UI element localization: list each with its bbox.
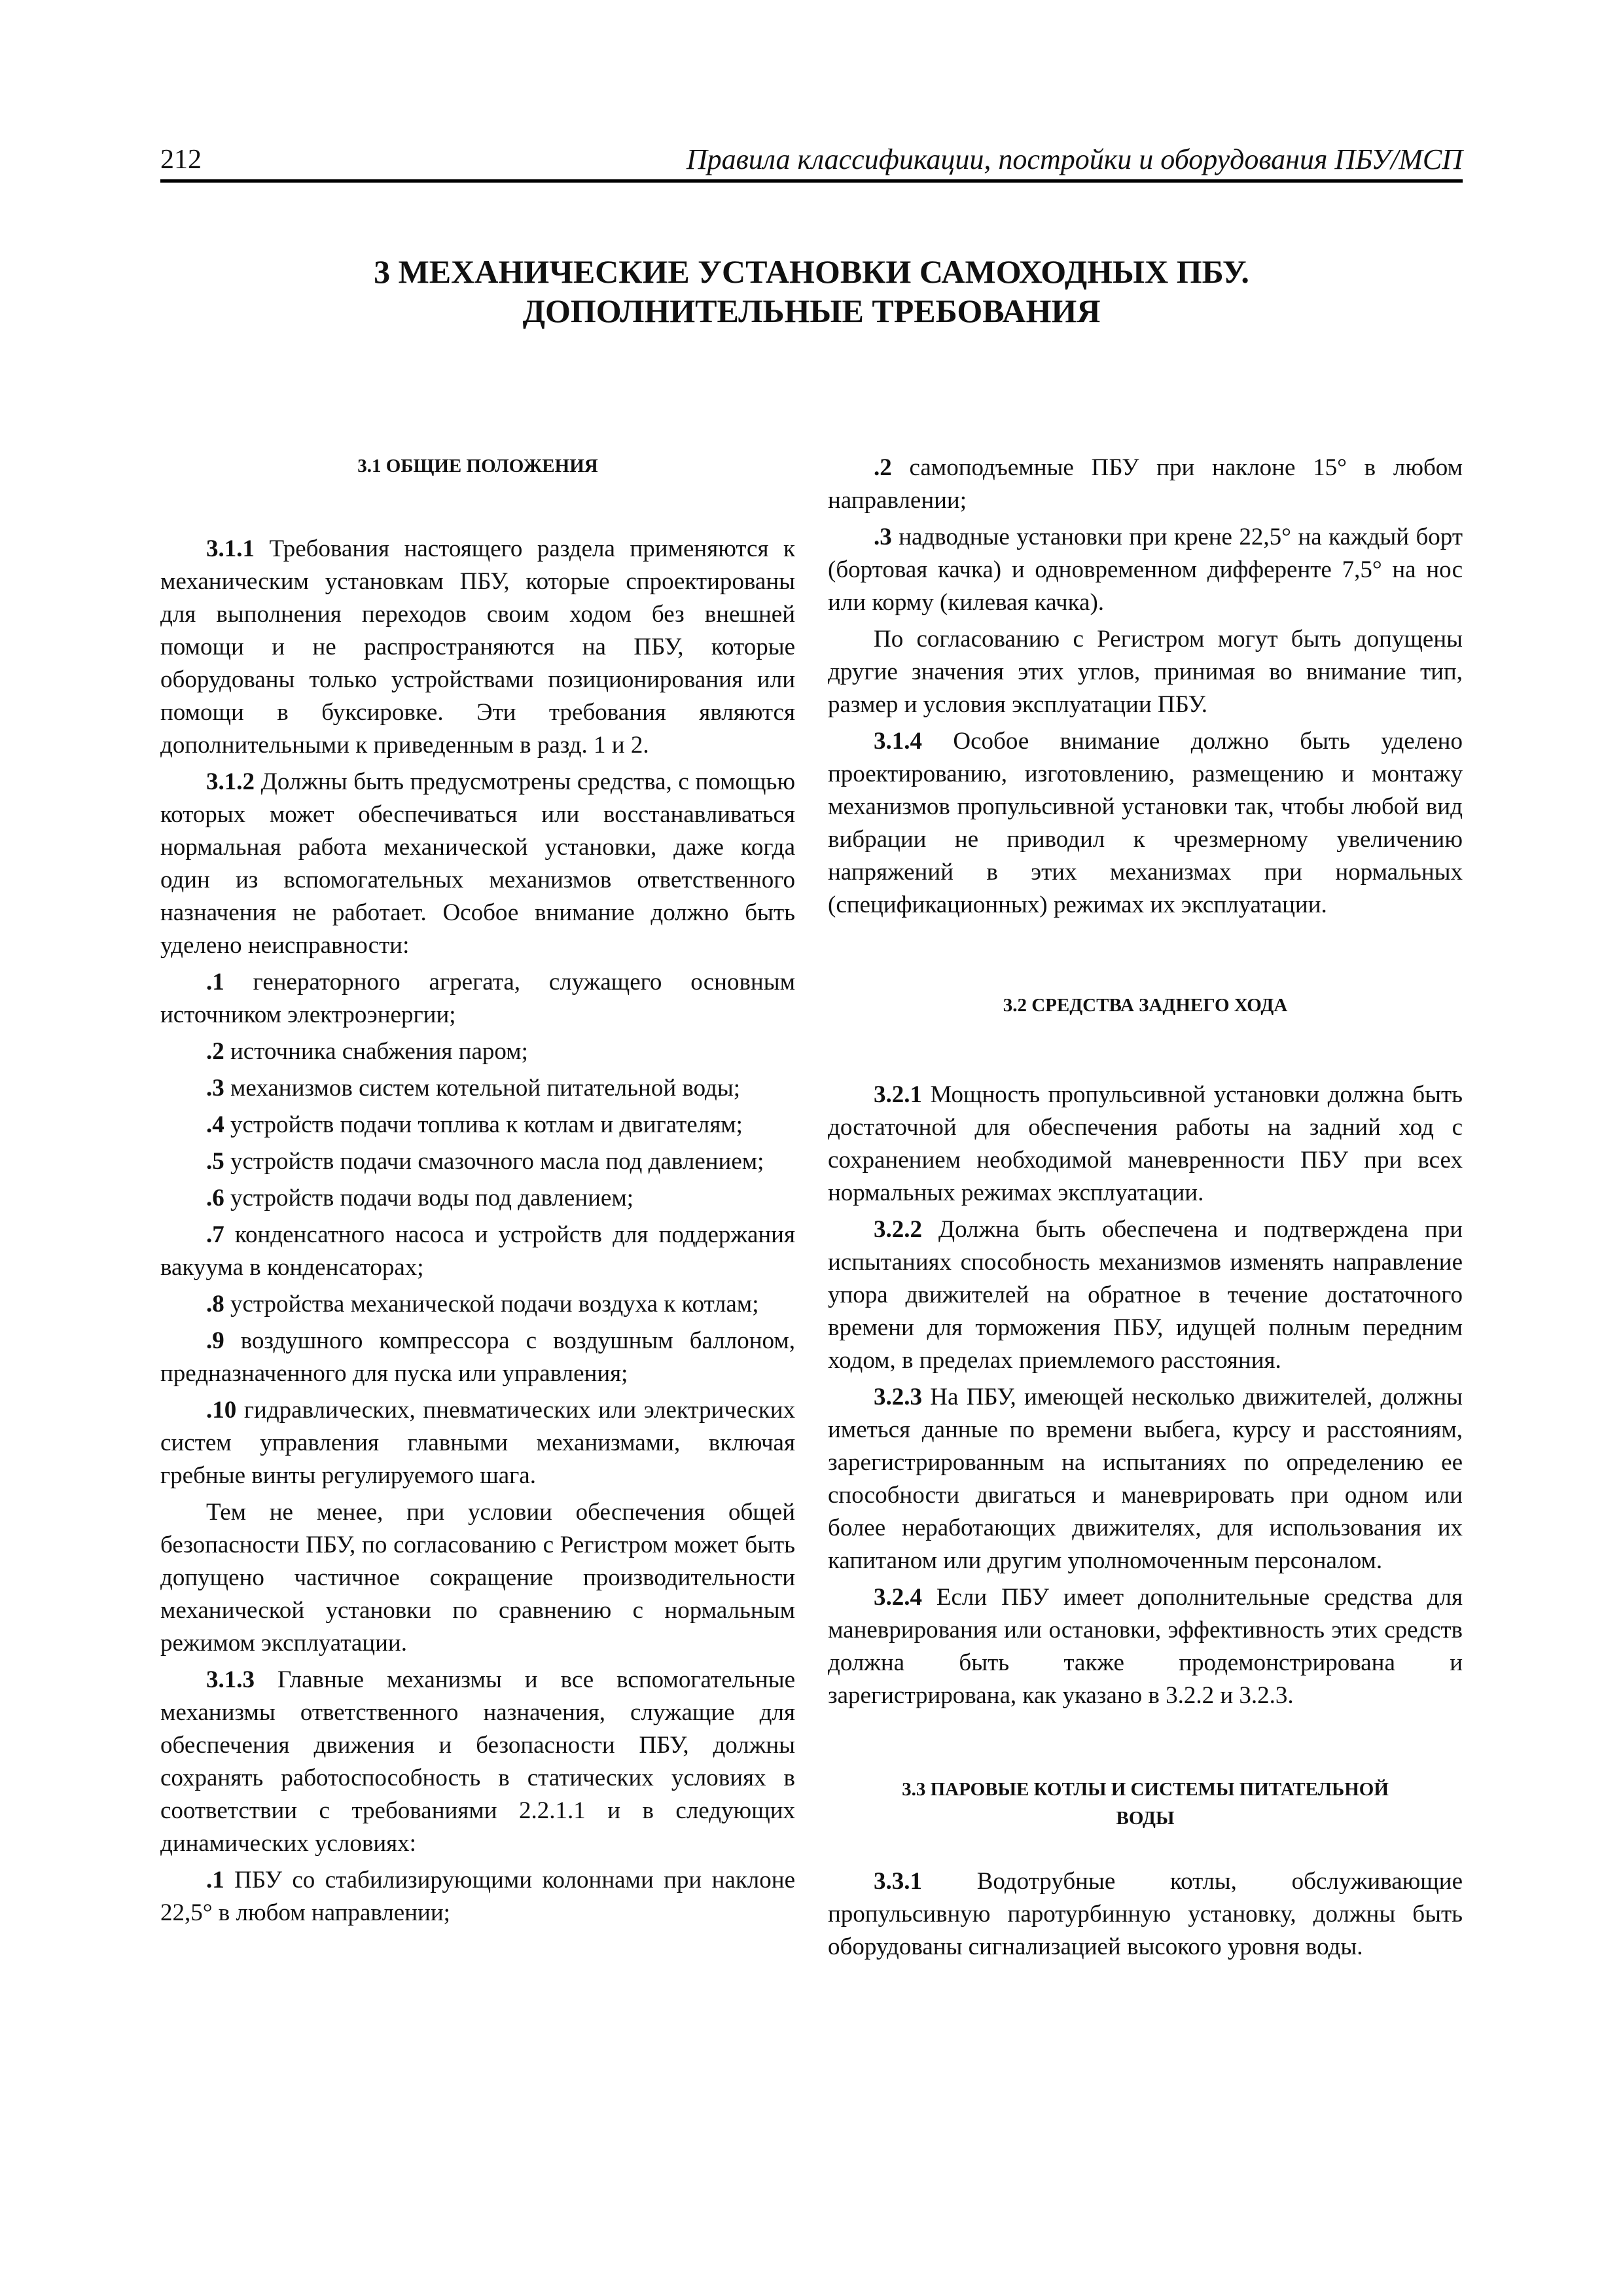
list-item xyxy=(160,1219,795,1284)
paragraph-text: Водотрубные котлы, обслуживающие пропульсивную паротурбинную установку, должны быть оборудованы сигнализацией высокого уровня воды. xyxy=(828,1868,1463,1960)
item-text: устройств подачи топлива к котлам и двигателям; xyxy=(224,1111,743,1138)
item-number: .1 xyxy=(206,1867,224,1893)
item-number: .5 xyxy=(206,1148,224,1175)
item-text: самоподъемные ПБУ при наклоне 15° в любом направлении; xyxy=(828,454,1463,514)
paragraph-3-1-3 xyxy=(160,1664,795,1860)
item-number: .1 xyxy=(206,969,224,996)
left-column xyxy=(160,452,795,1933)
chapter-title-line-2: ДОПОЛНИТЕЛЬНЫЕ ТРЕБОВАНИЯ xyxy=(522,293,1101,329)
clause-number: 3.2.4 xyxy=(874,1584,922,1611)
paragraph-3-2-3 xyxy=(828,1381,1463,1577)
running-title: Правила классификации, постройки и оборудования ПБУ/МСП xyxy=(686,143,1463,175)
paragraph-text: Особое внимание должно быть уделено проектированию, изготовлению, размещению и монтажу механизмов пропульсивной установки так, чтобы любой вид вибрации не приводил к чрезмерному увеличению напряжений в этих механизмах при нормальных (спецификационных) режимах их эксплуатации. xyxy=(828,728,1463,918)
item-text: гидравлических, пневматических или электрических систем управления главными механизмами, включая гребные винты регулируемого шага. xyxy=(160,1397,795,1489)
paragraph-text: Требования настоящего раздела применяются к механическим установкам ПБУ, которые спроектированы для выполнения переходов своим ходом без внешней помощи и не распространяются на ПБУ, которые оборудованы только устройствами позиционирования или помощи в буксировке. Эти требования являются дополнительными к приведенным в разд. 1 и 2. xyxy=(160,535,795,759)
paragraph-3-1-4 xyxy=(828,725,1463,922)
paragraph-3-3-1 xyxy=(828,1865,1463,1964)
item-number: .9 xyxy=(206,1327,224,1354)
paragraph-3-2-4 xyxy=(828,1581,1463,1712)
clause-number: 3.1.2 xyxy=(206,768,255,795)
item-text: воздушного компрессора с воздушным баллоном, предназначенного для пуска или управления; xyxy=(160,1327,795,1387)
item-text: источника снабжения паром; xyxy=(224,1038,528,1065)
item-text: надводные установки при крене 22,5° на каждый борт (бортовая качка) и одновременном дифференте 7,5° на нос или корму (килевая качка). xyxy=(828,524,1463,616)
paragraph-text: Должны быть предусмотрены средства, с помощью которых может обеспечиваться или восстанавливаться нормальная работа механической установки, даже когда один из вспомогательных механизмов ответственного назначения не работает. Особое внимание должно быть уделено неисправности: xyxy=(160,768,795,959)
list-item xyxy=(160,1035,795,1068)
list-item xyxy=(160,1394,795,1492)
clause-number: 3.3.1 xyxy=(874,1868,922,1895)
item-number: .2 xyxy=(874,454,892,481)
paragraph-3-1-2 xyxy=(160,766,795,962)
list-item xyxy=(160,1145,795,1178)
section-heading-3-1: 3.1 ОБЩИЕ ПОЛОЖЕНИЯ xyxy=(357,456,598,476)
paragraph-text: Должна быть обеспечена и подтверждена при испытаниях способность механизмов изменять направление упора движителей на обратное в течение достаточного времени для торможения ПБУ, идущей полным передним ходом, в пределах приемлемого расстояния. xyxy=(828,1216,1463,1374)
page-number: 212 xyxy=(160,145,202,175)
list-item xyxy=(828,521,1463,619)
paragraph-3-1-1 xyxy=(160,533,795,762)
item-number: .7 xyxy=(206,1221,224,1248)
item-text: генераторного агрегата, служащего основным источником электроэнергии; xyxy=(160,969,795,1028)
page-header xyxy=(160,143,1463,183)
section-heading-3-2: 3.2 СРЕДСТВА ЗАДНЕГО ХОДА xyxy=(1003,995,1288,1016)
list-item xyxy=(160,1864,795,1929)
list-item xyxy=(160,1288,795,1321)
item-text: механизмов систем котельной питательной воды; xyxy=(224,1075,740,1102)
chapter-title-line-1: 3 МЕХАНИЧЕСКИЕ УСТАНОВКИ САМОХОДНЫХ ПБУ. xyxy=(374,253,1249,290)
item-number: .3 xyxy=(206,1075,224,1102)
item-number: .6 xyxy=(206,1185,224,1211)
clause-number: 3.1.3 xyxy=(206,1666,255,1693)
item-number: .3 xyxy=(874,524,892,550)
item-text: ПБУ со стабилизирующими колоннами при наклоне 22,5° в любом направлении; xyxy=(160,1867,795,1926)
list-item xyxy=(828,452,1463,517)
list-item xyxy=(160,1072,795,1105)
clause-number: 3.1.1 xyxy=(206,535,255,562)
paragraph-3-2-1 xyxy=(828,1079,1463,1210)
item-text: конденсатного насоса и устройств для поддержания вакуума в конденсаторах; xyxy=(160,1221,795,1281)
paragraph-text: Главные механизмы и все вспомогательные механизмы ответственного назначения, служащие для обеспечения движения и безопасности ПБУ, должны сохранять работоспособность в статических условиях в соответствии с требованиями 2.2.1.1 и в следующих динамических условиях: xyxy=(160,1666,795,1857)
item-number: .4 xyxy=(206,1111,224,1138)
right-column xyxy=(828,452,1463,1967)
clause-number: 3.1.4 xyxy=(874,728,922,755)
paragraph-3-2-2 xyxy=(828,1213,1463,1377)
clause-number: 3.2.2 xyxy=(874,1216,922,1243)
list-item xyxy=(160,1182,795,1215)
list-item xyxy=(160,966,795,1031)
item-text: устройств подачи смазочного масла под давлением; xyxy=(224,1148,764,1175)
list-item xyxy=(160,1109,795,1141)
item-number: .2 xyxy=(206,1038,224,1065)
section-heading-3-3 xyxy=(828,1775,1463,1833)
list-item xyxy=(160,1325,795,1390)
item-number: .10 xyxy=(206,1397,237,1424)
paragraph-text: Если ПБУ имеет дополнительные средства для маневрирования или остановки, эффективность этих средств должна быть также продемонстрирована и зарегистрирована, как указано в 3.2.2 и 3.2.3. xyxy=(828,1584,1463,1709)
paragraph-text: На ПБУ, имеющей несколько движителей, должны иметься данные по времени выбега, курсу и расстояниям, зарегистрированным на испытаниях по определению ее способности двигаться и маневрировать при одном или более неработающих движителях, для использования их капитаном или другим уполномоченным персоналом. xyxy=(828,1384,1463,1574)
paragraph-text: Мощность пропульсивной установки должна быть достаточной для обеспечения работы на задний ход с сохранением необходимой маневренности ПБУ при всех нормальных режимах эксплуатации. xyxy=(828,1081,1463,1206)
item-number: .8 xyxy=(206,1291,224,1318)
item-text: устройства механической подачи воздуха к котлам; xyxy=(224,1291,759,1318)
chapter-title xyxy=(160,252,1463,331)
item-text: устройств подачи воды под давлением; xyxy=(224,1185,634,1211)
clause-number: 3.2.1 xyxy=(874,1081,922,1108)
section-heading-line-2: ВОДЫ xyxy=(1116,1808,1175,1829)
paragraph-3-1-3-continuation: По согласованию с Регистром могут быть допущены другие значения этих углов, принимая во внимание тип, размер и условия эксплуатации ПБУ. xyxy=(828,626,1463,718)
clause-number: 3.2.3 xyxy=(874,1384,922,1410)
section-heading-line-1: 3.3 ПАРОВЫЕ КОТЛЫ И СИСТЕМЫ ПИТАТЕЛЬНОЙ xyxy=(902,1779,1389,1800)
paragraph-3-1-2-continuation: Тем не менее, при условии обеспечения общей безопасности ПБУ, по согласованию с Регистром может быть допущено частичное сокращение производительности механической установки по сравнению с нормальным режимом эксплуатации. xyxy=(160,1499,795,1657)
